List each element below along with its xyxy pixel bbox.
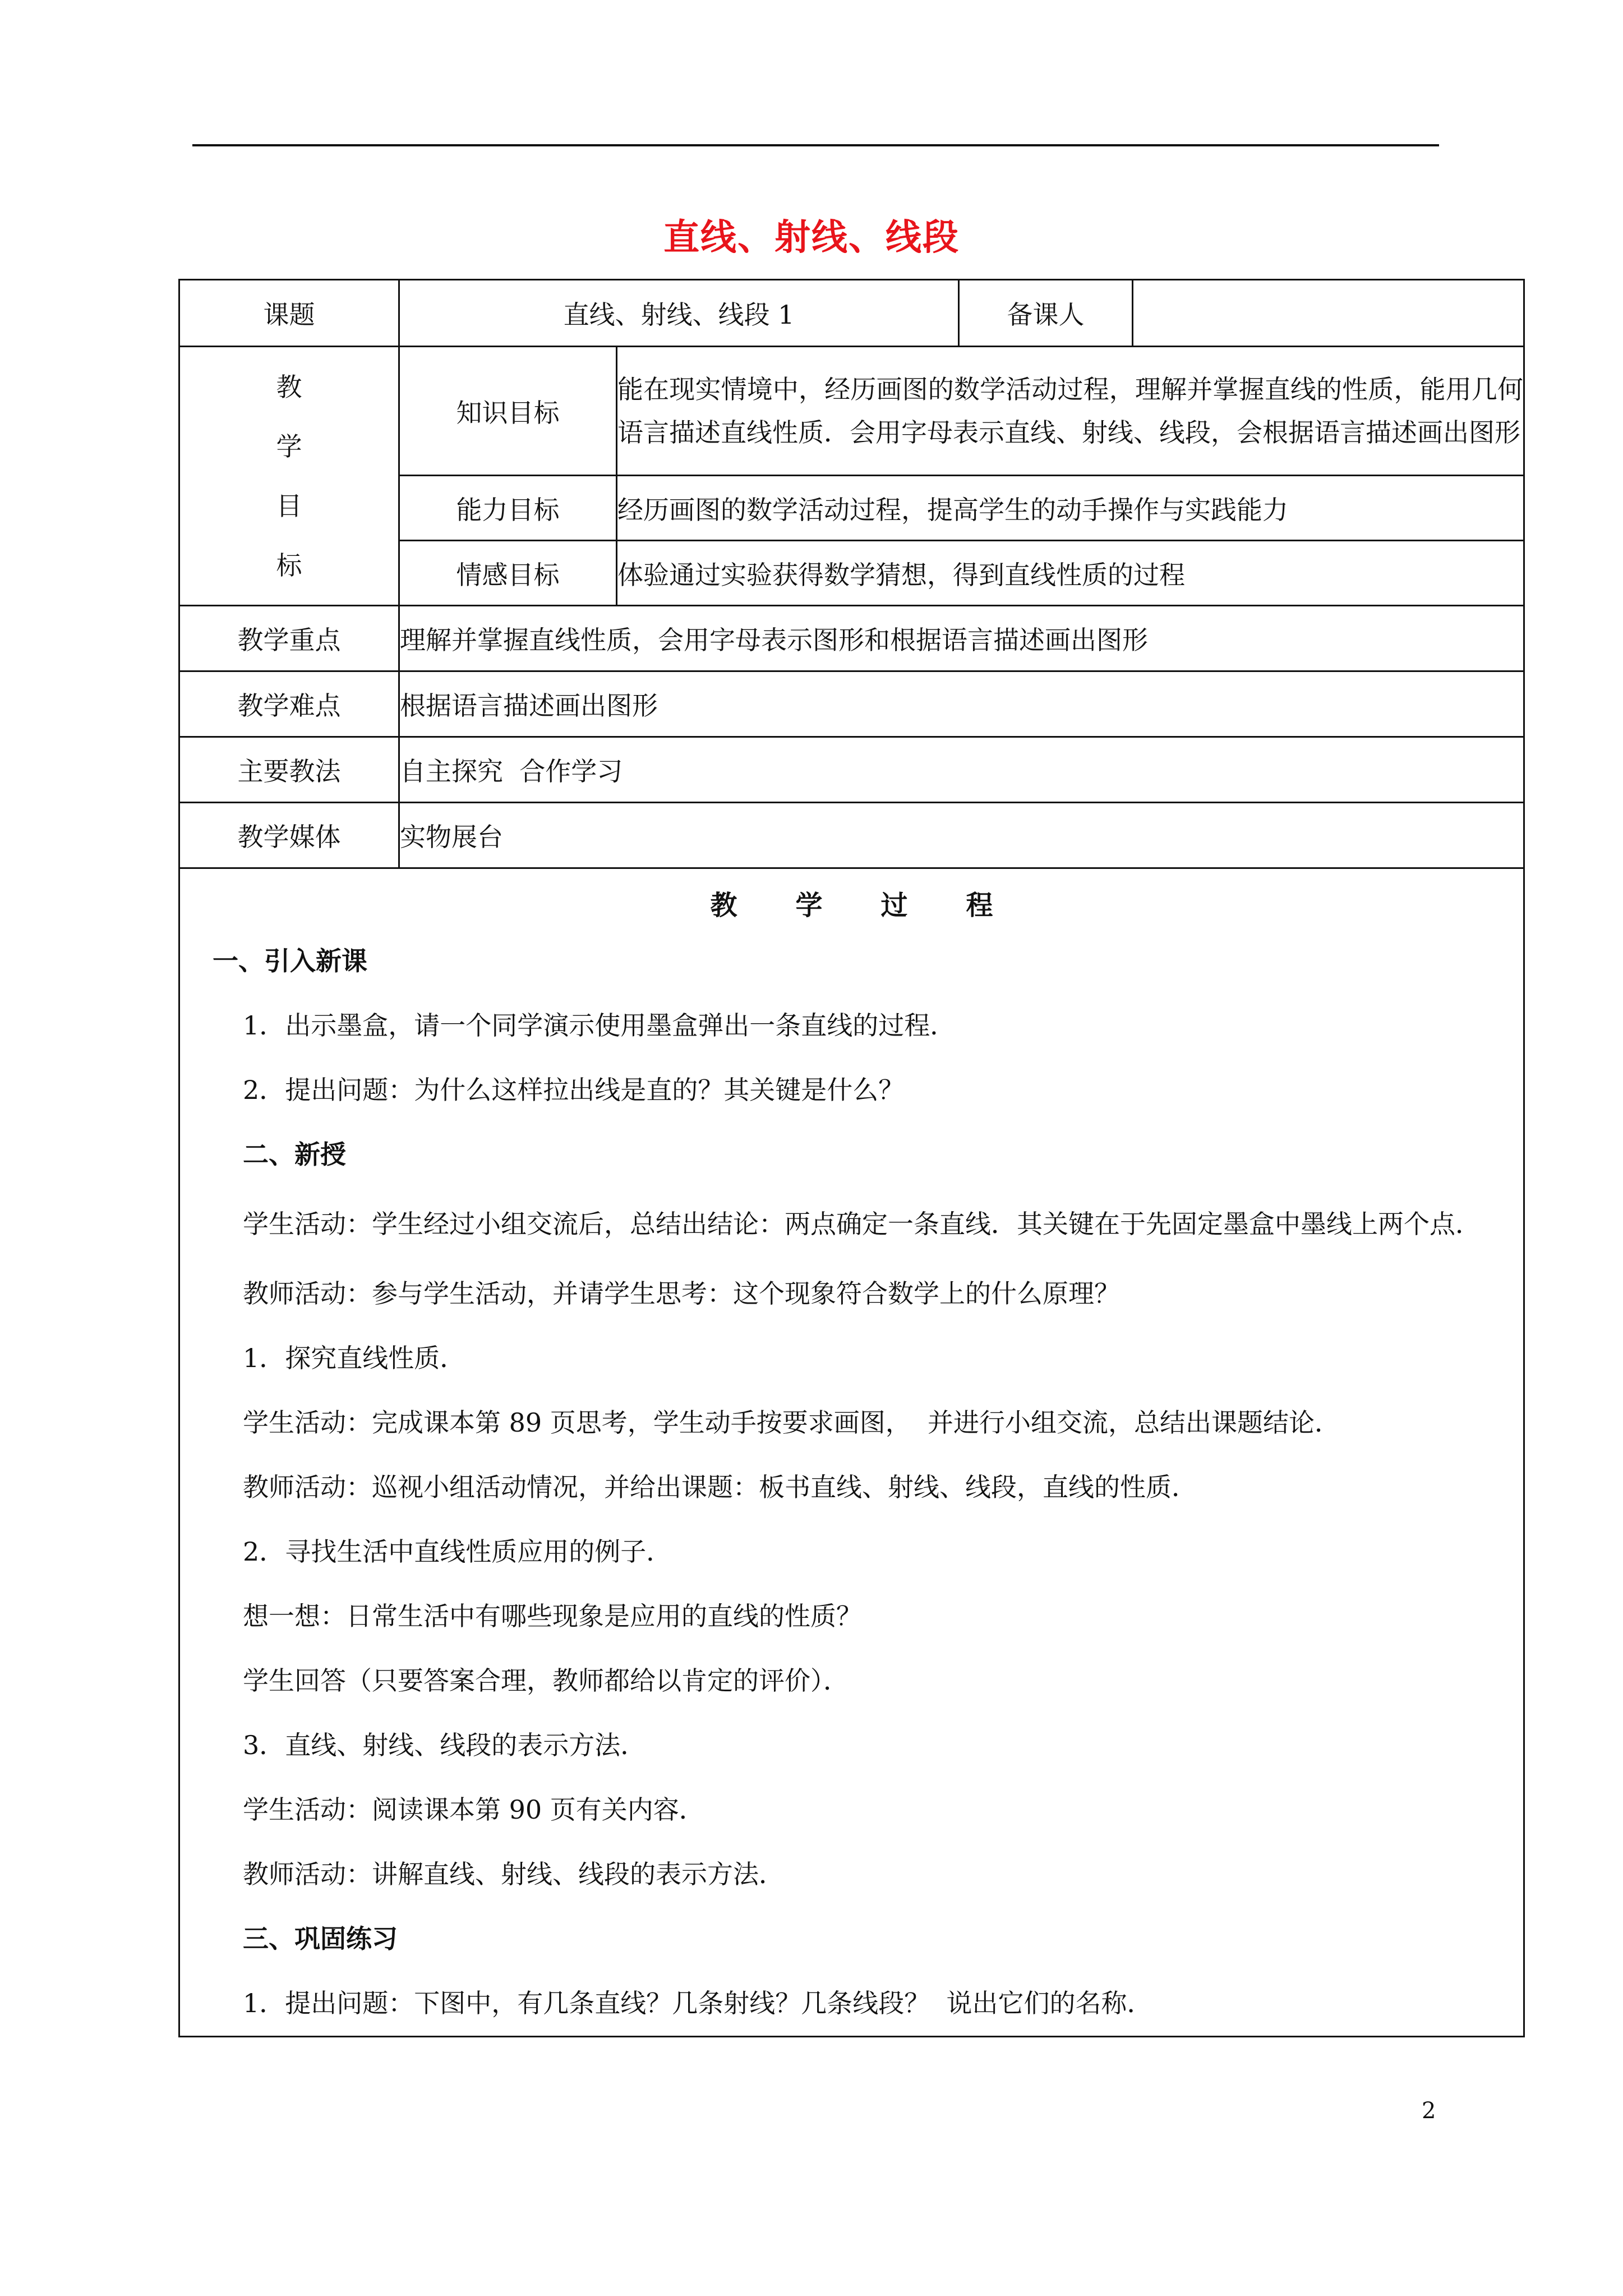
preparer-value [1133,280,1524,347]
emotion-goal-text: 体验通过实验获得数学猜想，得到直线性质的过程 [617,541,1524,606]
process-paragraph: 2．寻找生活中直线性质应用的例子． [243,1536,672,1567]
process-paragraph: 教师活动：讲解直线、射线、线段的表示方法． [243,1858,785,1889]
key-points-label: 教学重点 [179,606,399,671]
lesson-plan-table [178,279,1525,2037]
preparer-label: 备课人 [959,280,1133,347]
teaching-method-row [179,737,1524,803]
teaching-goals-label [179,347,399,606]
process-paragraph: 1．探究直线性质． [243,1342,466,1373]
teaching-media-row [179,803,1524,868]
teaching-process-cell [179,868,1524,2037]
process-paragraph: 教师活动：参与学生活动，并请学生思考：这个现象符合数学上的什么原理？ [243,1278,1120,1309]
process-paragraph: 学生回答（只要答案合理，教师都给以肯定的评价）． [243,1665,849,1696]
section-heading-intro: 一、引入新课 [213,946,367,976]
difficult-points-label: 教学难点 [179,671,399,737]
knowledge-goal-label: 知识目标 [399,347,617,476]
document-title: 直线、射线、线段 [663,217,960,259]
topic-value: 直线、射线、线段 1 [399,280,959,347]
process-paragraph: 3．直线、射线、线段的表示方法． [243,1729,647,1760]
process-paragraph: 学生活动：学生经过小组交流后，总结出结论：两点确定一条直线．其关键在于先固定墨盒中墨线上两个点． [243,1209,1481,1239]
process-paragraph: 学生活动：完成课本第 89 页思考，学生动手按要求画图， 并进行小组交流，总结出课题结论． [243,1407,1341,1438]
process-row [179,868,1524,2037]
goal-row-knowledge [179,347,1524,476]
page-number: 2 [1422,2098,1436,2124]
key-points-value: 理解并掌握直线性质，会用字母表示图形和根据语言描述画出图形 [399,606,1524,671]
process-paragraph: 2．提出问题：为什么这样拉出线是直的？其关键是什么？ [243,1075,905,1105]
teaching-media-label: 教学媒体 [179,803,399,868]
process-paragraph: 学生活动：阅读课本第 90 页有关内容． [243,1794,705,1825]
topic-row [179,280,1524,347]
process-title: 教学过程 [710,890,1052,921]
goals-label-char: 学 [276,431,302,462]
goals-label-char: 教 [276,371,302,402]
key-points-row [179,606,1524,671]
goals-label-char: 标 [276,550,302,581]
teaching-method-value: 自主探究 合作学习 [399,737,1524,803]
header-rule [192,144,1439,146]
process-paragraph: 1．提出问题：下图中，有几条直线？几条射线？几条线段？ 说出它们的名称． [243,1987,1153,2018]
teaching-method-label: 主要教法 [179,737,399,803]
section-heading-practice: 三、巩固练习 [243,1923,398,1954]
process-paragraph: 1．出示墨盒，请一个同学演示使用墨盒弹出一条直线的过程． [243,1010,956,1041]
ability-goal-label: 能力目标 [399,476,617,541]
goals-label-char: 目 [276,490,302,521]
topic-label: 课题 [179,280,399,347]
difficult-points-value: 根据语言描述画出图形 [399,671,1524,737]
ability-goal-text: 经历画图的数学活动过程，提高学生的动手操作与实践能力 [617,476,1524,541]
emotion-goal-label: 情感目标 [399,541,617,606]
difficult-points-row [179,671,1524,737]
process-paragraph: 想一想：日常生活中有哪些现象是应用的直线的性质？ [243,1600,862,1631]
section-heading-new-lesson: 二、新授 [243,1139,346,1170]
process-paragraph: 教师活动：巡视小组活动情况，并给出课题：板书直线、射线、线段，直线的性质． [243,1471,1197,1502]
knowledge-goal-text: 能在现实情境中，经历画图的数学活动过程，理解并掌握直线的性质，能用几何语言描述直线性质．会用字母表示直线、射线、线段，会根据语言描述画出图形 [617,347,1524,476]
teaching-media-value: 实物展台 [399,803,1524,868]
